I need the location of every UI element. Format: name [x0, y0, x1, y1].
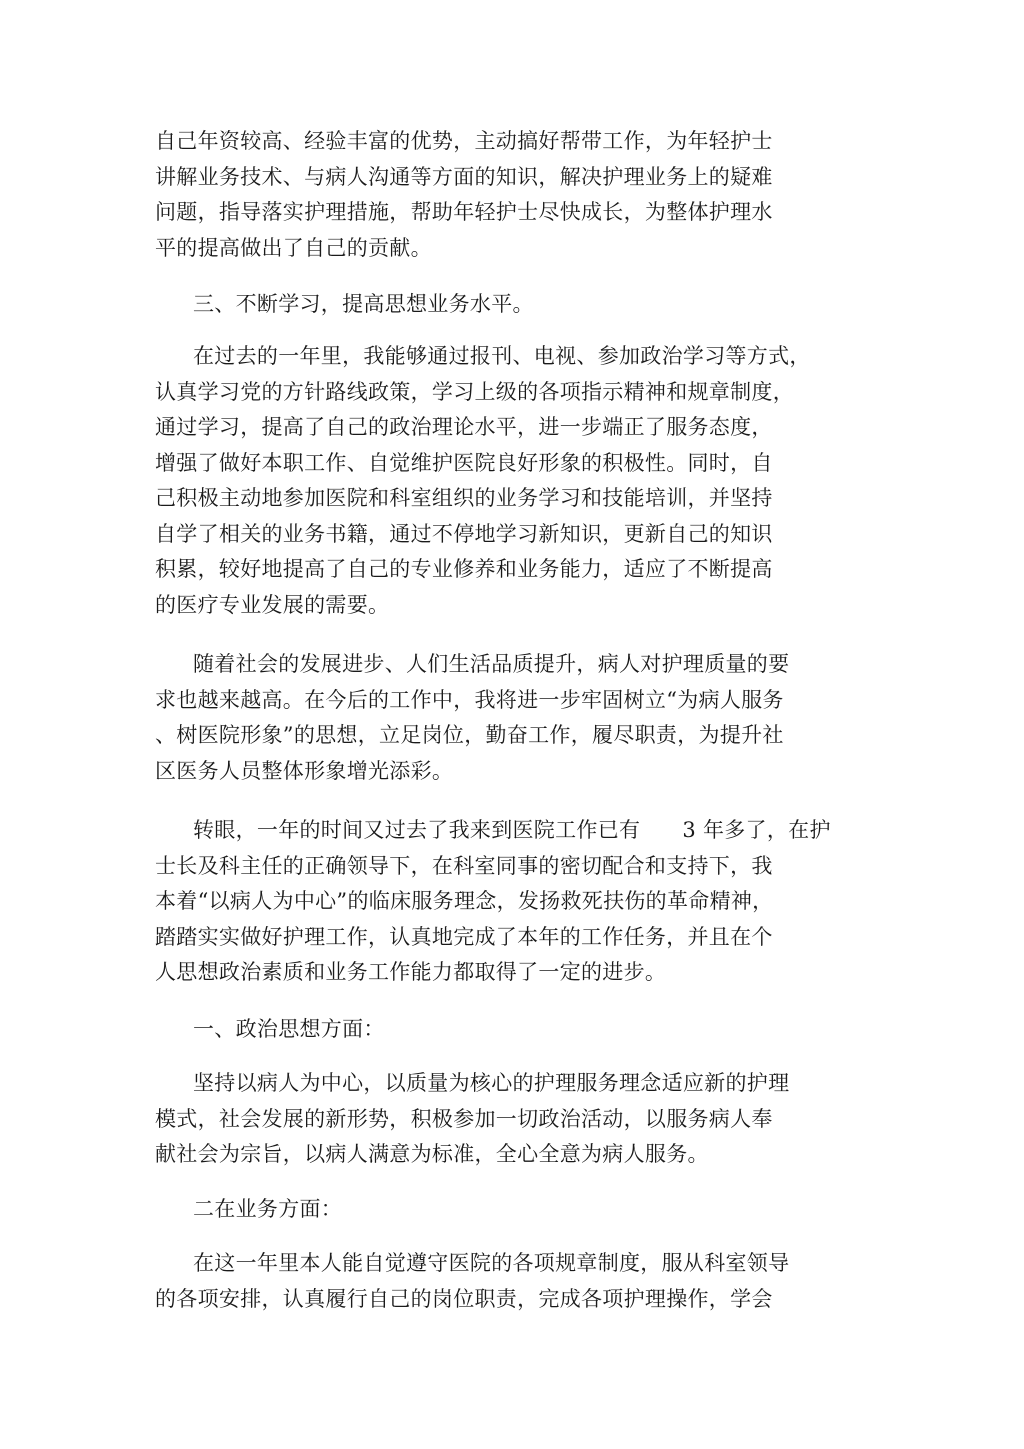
- text-line: 、树医院形象”的思想，立足岗位，勤奋工作，履尽职责，为提升社: [155, 723, 784, 747]
- section-heading: [155, 287, 913, 323]
- text-line: 士长及科主任的正确领导下，在科室同事的密切配合和支持下，我: [155, 853, 773, 878]
- paragraph: [155, 339, 875, 623]
- text-line: [155, 813, 875, 849]
- text-line: 认真学习党的方针路线政策，学习上级的各项指示精神和规章制度，: [155, 379, 794, 404]
- text-line: 积累，较好地提高了自己的专业修养和业务能力，适应了不断提高: [155, 557, 773, 581]
- text-line: 坚持以病人为中心，以质量为核心的护理服务理念适应新的护理: [193, 1071, 790, 1095]
- paragraph: [155, 1246, 875, 1317]
- text-line: 三、不断学习，提高思想业务水平。: [193, 292, 534, 316]
- paragraph: [155, 813, 875, 991]
- text-line: 区医务人员整体形象增光添彩。: [155, 758, 454, 783]
- text-line: 问题，指导落实护理措施，帮助年轻护士尽快成长，为整体护理水: [155, 200, 773, 224]
- text-line: 模式，社会发展的新形势，积极参加一切政治活动，以服务病人奉: [155, 1106, 773, 1131]
- text-line: 的各项安排，认真履行自己的岗位职责，完成各项护理操作，学会: [155, 1286, 773, 1311]
- text-line: 自学了相关的业务书籍，通过不停地学习新知识，更新自己的知识: [155, 521, 773, 546]
- text-line: 求也越来越高。在今后的工作中，我将进一步牢固树立“为病人服务: [155, 687, 784, 712]
- text-line: 人思想政治素质和业务工作能力都取得了一定的进步。: [155, 960, 667, 984]
- text-line: 平的提高做出了自己的贡献。: [155, 235, 432, 260]
- section-heading: [155, 1012, 913, 1048]
- paragraph: [155, 124, 875, 266]
- text-line: 一、政治思想方面：: [193, 1017, 385, 1041]
- text-line: 二在业务方面：: [193, 1197, 343, 1221]
- text-segment: 3 年多了，在护: [682, 818, 831, 842]
- section-heading: [155, 1192, 913, 1228]
- text-line: 增强了做好本职工作、自觉维护医院良好形象的积极性。同时，自: [155, 450, 773, 475]
- text-line: 己积极主动地参加医院和科室组织的业务学习和技能培训，并坚持: [155, 486, 773, 510]
- text-line: 讲解业务技术、与病人沟通等方面的知识，解决护理业务上的疑难: [155, 164, 773, 189]
- paragraph: [155, 1066, 875, 1173]
- text-line: 通过学习，提高了自己的政治理论水平，进一步端正了服务态度，: [155, 415, 773, 439]
- text-line: 本着“以病人为中心”的临床服务理念，发扬救死扶伤的革命精神，: [155, 889, 774, 913]
- text-line: 随着社会的发展进步、人们生活品质提升，病人对护理质量的要: [193, 652, 790, 676]
- text-line: 在过去的一年里，我能够通过报刊、电视、参加政治学习等方式，: [193, 344, 811, 368]
- text-segment: 转眼，一年的时间又过去了我来到医院工作已有: [193, 818, 641, 842]
- text-line: 踏踏实实做好护理工作，认真地完成了本年的工作任务，并且在个: [155, 924, 773, 949]
- paragraph: [155, 647, 875, 789]
- text-line: 的医疗专业发展的需要。: [155, 592, 390, 617]
- text-line: 献社会为宗旨，以病人满意为标准，全心全意为病人服务。: [155, 1142, 709, 1166]
- text-line: 自己年资较高、经验丰富的优势，主动搞好帮带工作，为年轻护士: [155, 129, 773, 153]
- text-line: 在这一年里本人能自觉遵守医院的各项规章制度，服从科室领导: [193, 1251, 790, 1275]
